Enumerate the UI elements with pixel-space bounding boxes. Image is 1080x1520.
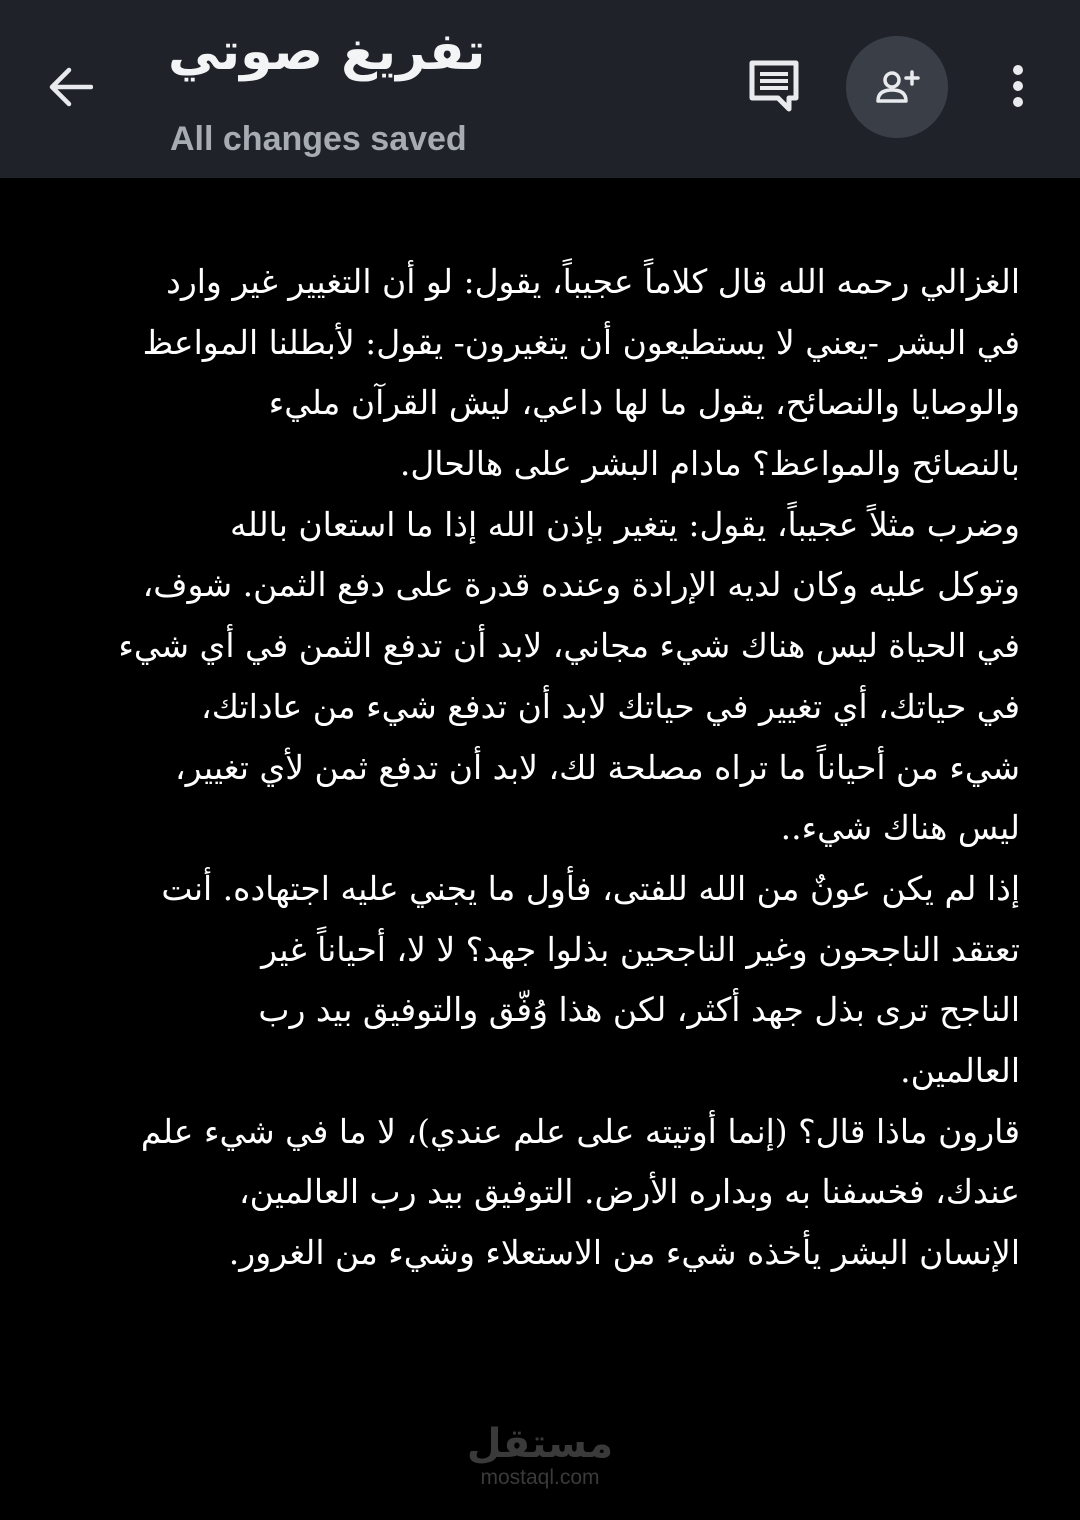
text-line: في الحياة ليس هناك شيء مجاني، لابد أن تدفع الثمن في أي شيء [118, 626, 1020, 666]
text-line: ليس هناك شيء.. [780, 808, 1020, 848]
comment-icon [747, 58, 801, 112]
watermark-domain: mostaql.com [480, 1466, 600, 1489]
comments-button[interactable] [742, 55, 806, 115]
text-line: عندك، فخسفنا به وبداره الأرض. التوفيق بيد رب العالمين، [239, 1172, 1020, 1212]
more-options-button[interactable] [996, 58, 1040, 114]
text-line: العالمين. [900, 1050, 1020, 1090]
text-line: وضرب مثلاً عجيباً، يقول: يتغير بإذن الله إذا ما استعان بالله [230, 504, 1020, 544]
watermark [440, 1422, 640, 1490]
document-body[interactable] [60, 252, 1020, 1284]
arrow-back-icon [47, 67, 93, 107]
back-button[interactable] [38, 58, 102, 116]
person-add-icon [874, 67, 920, 107]
more-vert-icon [1010, 64, 1026, 108]
text-line: الإنسان البشر يأخذه شيء من الاستعلاء وشيء من الغرور. [228, 1233, 1020, 1272]
text-line: في حياتك، أي تغيير في حياتك لابد أن تدفع شيء من عاداتك، [201, 686, 1020, 726]
text-line: الغزالي رحمه الله قال كلاماً عجيباً، يقول: لو أن التغيير غير وارد [166, 262, 1020, 301]
text-line: الناجح ترى بذل جهد أكثر، لكن هذا وُفّق والتوفيق بيد رب [258, 990, 1020, 1030]
watermark-logo: مستقل [466, 1421, 614, 1467]
text-line: بالنصائح والمواعظ؟ مادام البشر على هالحال. [399, 444, 1020, 484]
text-line: تعتقد الناجحون وغير الناجحين بذلوا جهد؟ لا لا، أحياناً غير [261, 929, 1020, 969]
share-button[interactable] [846, 36, 948, 138]
text-line: في البشر -يعني لا يستطيعون أن يتغيرون- يقول: لأبطلنا المواعظ [142, 322, 1020, 362]
text-line: قارون ماذا قال؟ (إنما أوتيته على علم عندي)، لا ما في شيء علم [140, 1111, 1020, 1151]
text-line: شيء من أحياناً ما تراه مصلحة لك، لابد أن تدفع ثمن لأي تغيير، [175, 747, 1020, 787]
document-title: تفريغ صوتي [168, 22, 486, 82]
app-bar [0, 0, 1080, 178]
text-line: والوصايا والنصائح، يقول ما لها داعي، ليش القرآن مليء [268, 383, 1020, 423]
text-line: وتوكل عليه وكان لديه الإرادة وعنده قدرة على دفع الثمن. شوف، [142, 565, 1020, 605]
text-line: إذا لم يكن عونٌ من الله للفتى، فأول ما يجني عليه اجتهاده. أنت [161, 868, 1020, 908]
save-status: All changes saved [170, 120, 467, 158]
